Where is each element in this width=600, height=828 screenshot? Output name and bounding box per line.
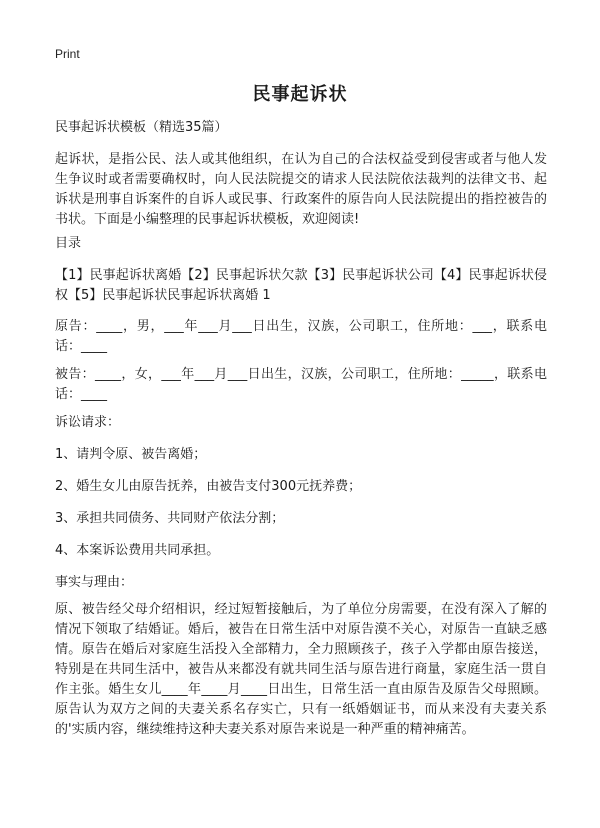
plaintiff-info: 原告：____，男，___年___月___日出生，汉族，公司职工，住所地：___，联系电话：____ (55, 319, 547, 354)
claim-item: 2、婚生女儿由原告抚养，由被告支付300元抚养费； (55, 479, 362, 494)
print-link[interactable]: Print (55, 47, 80, 61)
intro-paragraph: 起诉状，是指公民、法人或其他组织，在认为自己的合法权益受到侵害或者与他人发生争议时或者需要确权时，向人民法院提交的请求人民法院依法裁判的法律文书、起诉状是刑事自诉案件的自诉人或民事、行政案件的原告向人民法院提出的指控被告的书状。下面是小编整理的民事起诉状模板，欢迎阅读! (55, 152, 547, 227)
document-title: 民事起诉状 (252, 84, 348, 105)
claims-heading: 诉讼请求： (55, 415, 121, 430)
claim-item: 3、承担共同债务、共同财产依法分割； (55, 511, 285, 526)
facts-paragraph: 原、被告经父母介绍相识，经过短暂接触后，为了单位分房需要，在没有深入了解的情况下领取了结婚证。婚后，被告在日常生活中对原告漠不关心，对原告一直缺乏感情。原告在婚后对家庭生活投入全部精力，全力照顾孩子，孩子入学都由原告接送，特别是在共同生活中，被告从来都没有就共同生活与原告进行商量，家庭生活一贯自作主张。婚生女儿____年____月____日出生，日常生活一直由原告及原告父母照顾。原告认为双方之间的夫妻关系名存实亡，只有一纸婚姻证书，而从来没有夫妻关系的'实质内容，继续维持这种夫妻关系对原告来说是一种严重的精神痛苦。 (55, 602, 547, 737)
defendant-info: 被告：____，女，___年___月___日出生，汉族，公司职工，住所地：_____，联系电话：____ (55, 367, 547, 402)
subtitle: 民事起诉状模板（精选35篇） (55, 120, 228, 135)
toc-heading: 目录 (55, 236, 82, 251)
toc-list[interactable]: 【1】民事起诉状离婚【2】民事起诉状欠款【3】民事起诉状公司【4】民事起诉状侵权【5】民事起诉状民事起诉状离婚 1 (55, 268, 547, 303)
claim-item: 4、本案诉讼费用共同承担。 (55, 543, 220, 558)
facts-heading: 事实与理由： (55, 575, 134, 590)
claim-item: 1、请判令原、被告离婚； (55, 447, 207, 462)
